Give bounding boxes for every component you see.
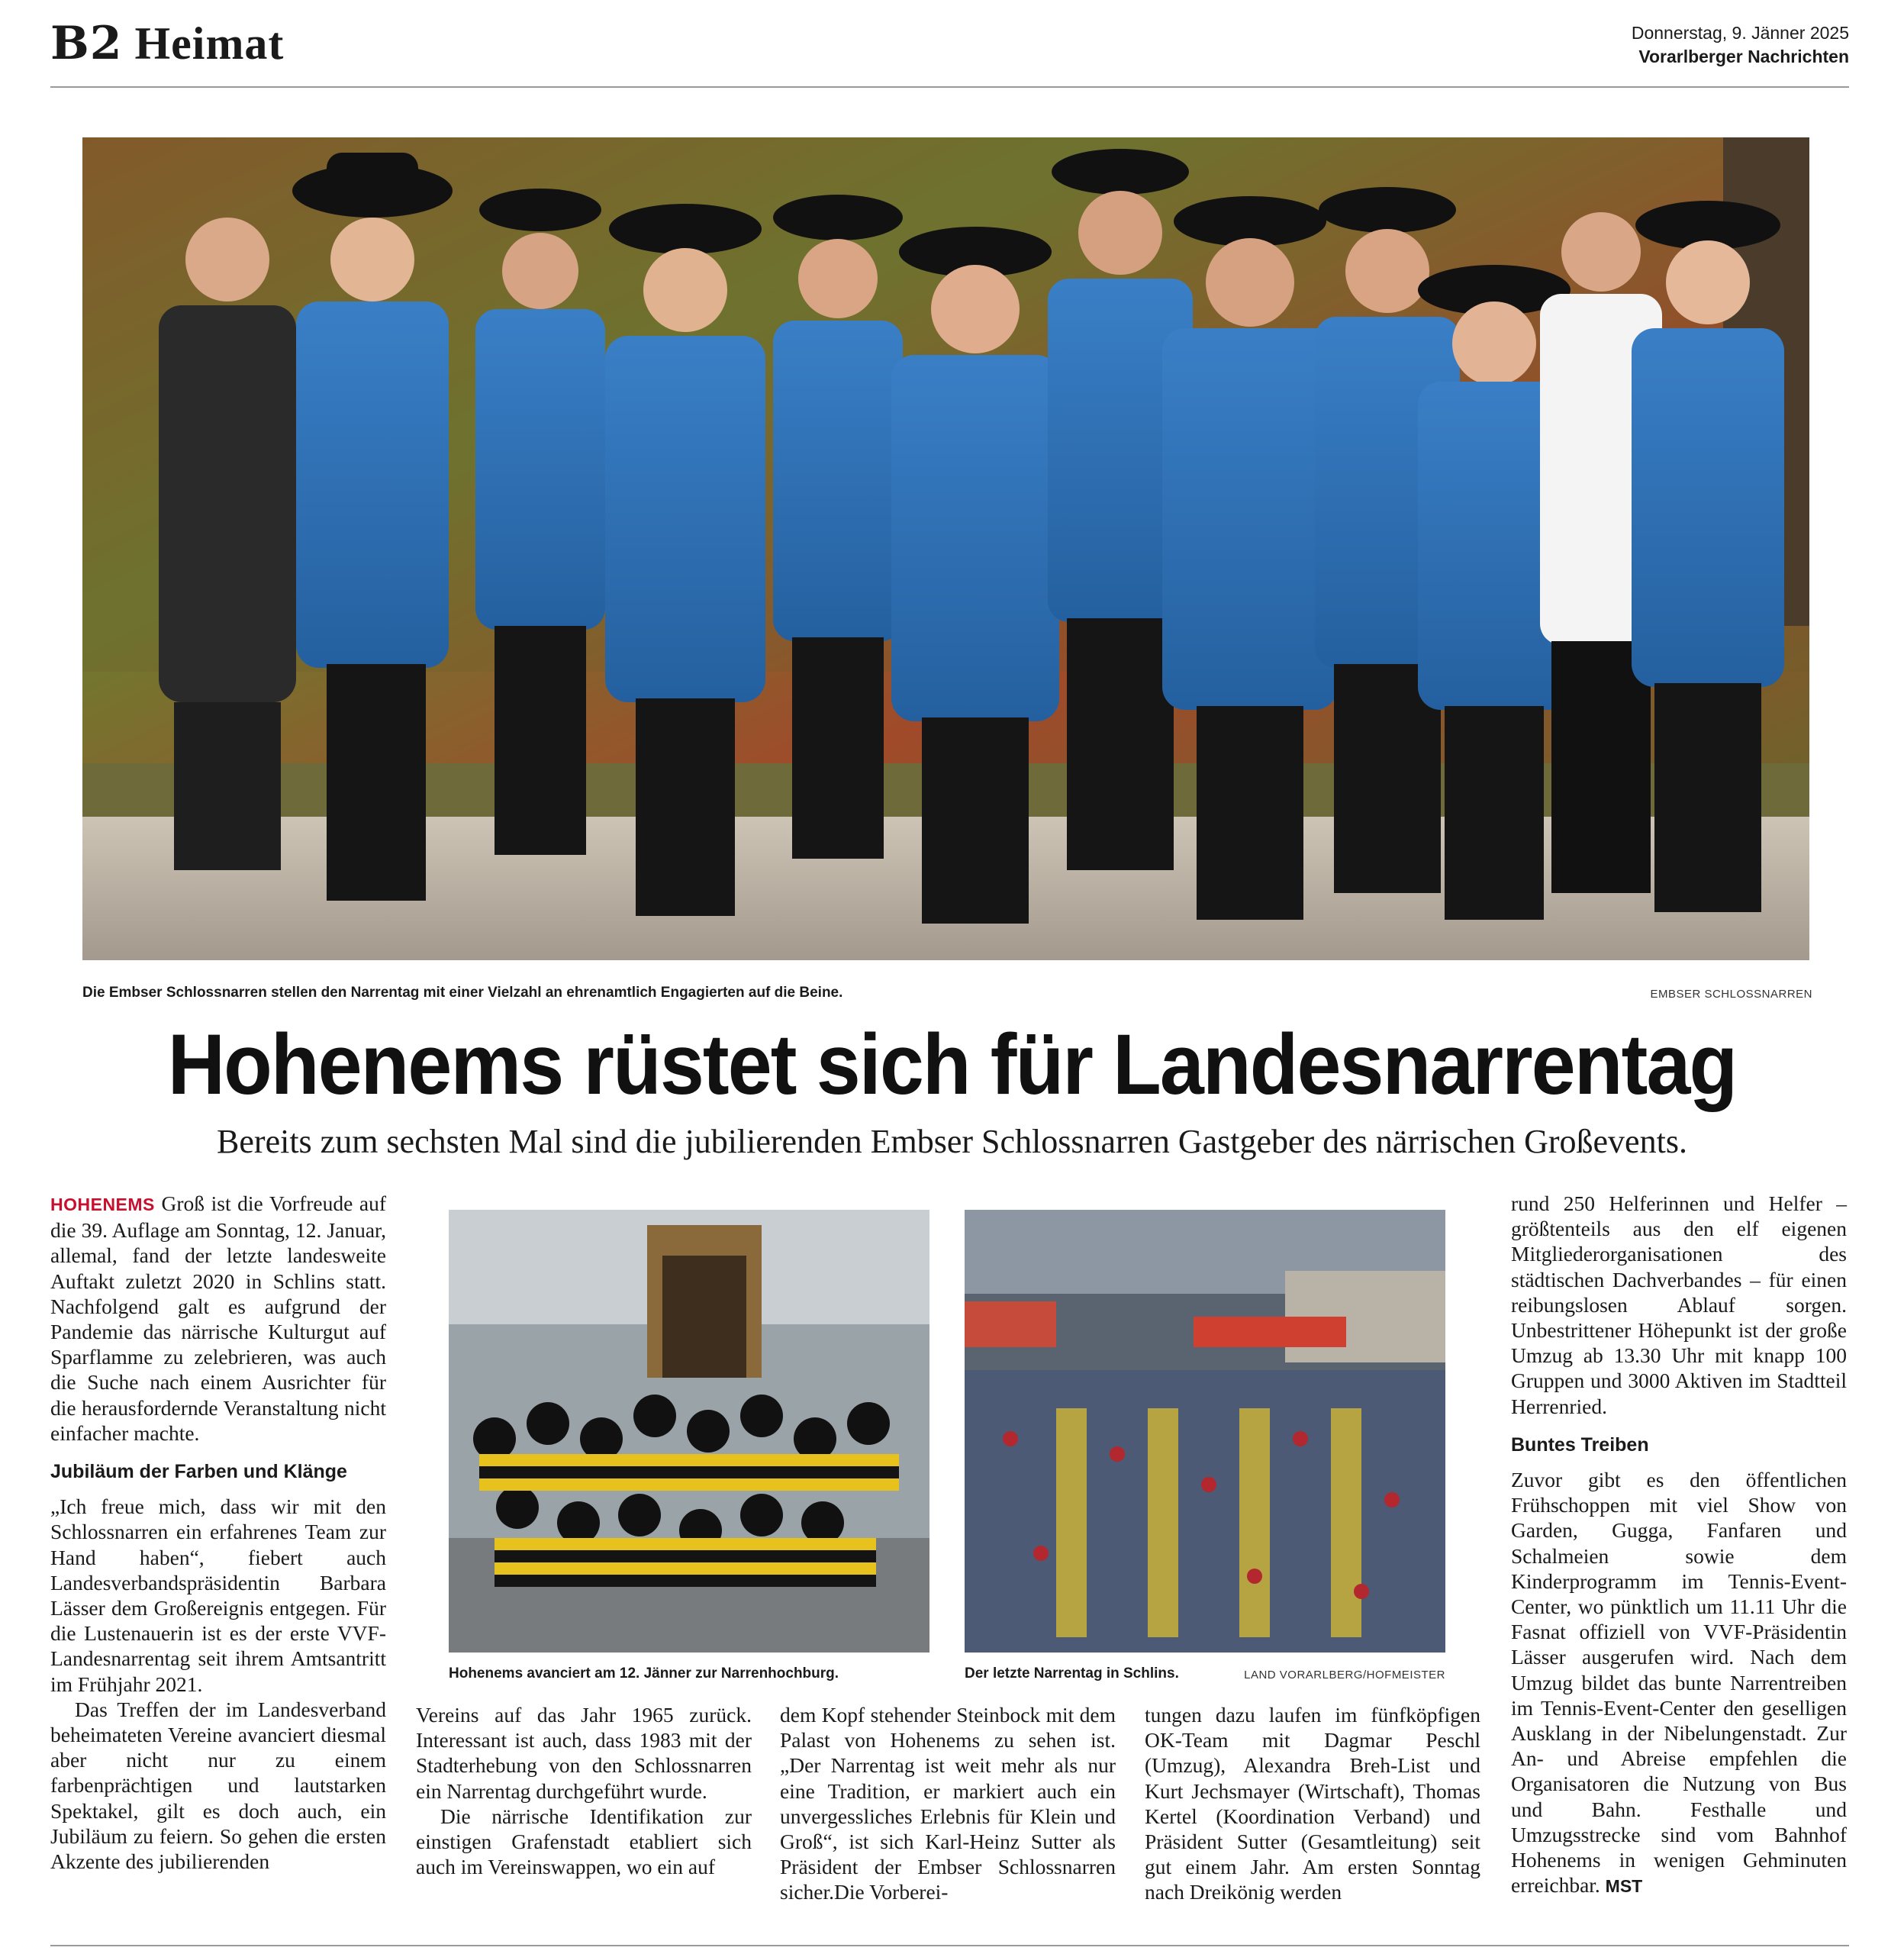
footer-rule xyxy=(50,1945,1849,1946)
article-column-2 xyxy=(416,1702,752,1879)
col2-paragraph-2: Die närrische Identifikation zur einstigen Grafenstadt etabliert sich auch im Vereinswappen, wo ein auf xyxy=(416,1804,752,1879)
article-column-1 xyxy=(50,1191,386,1874)
main-photo-credit: EMBSER SCHLOSSNARREN xyxy=(1650,988,1812,1001)
issue-date: Donnerstag, 9. Jänner 2025 xyxy=(1631,23,1849,43)
article-column-5 xyxy=(1511,1191,1847,1899)
col1-paragraph-2: „Ich freue mich, dass wir mit den Schlossnarren ein erfahrenes Team zur Hand haben“, fiebert auch Landesverbandspräsidentin Barbara Lässer dem Großereignis entgegen. Für die Lustenauerin ist es der erste VVF-Landesnarrentag seit ihrem Amtsantritt im Frühjahr 2021. xyxy=(50,1495,386,1696)
bee-costume-photo xyxy=(449,1210,929,1653)
subheadline: Bereits zum sechsten Mal sind die jubilierenden Embser Schlossnarren Gastgeber des närrischen Großevents. xyxy=(217,1123,1687,1160)
subheading-buntes-treiben: Buntes Treiben xyxy=(1511,1433,1649,1456)
main-photo xyxy=(82,137,1809,960)
headline: Hohenems rüstet sich für Landesnarrentag xyxy=(167,1017,1737,1112)
subheading-jubilaeum: Jubiläum der Farben und Klänge xyxy=(50,1461,347,1483)
main-photo-caption: Die Embser Schlossnarren stellen den Narrentag mit einer Vielzahl an ehrenamtlich Engagierten auf die Beine. xyxy=(82,985,843,1001)
section-heading xyxy=(50,17,284,70)
page-number: B2 xyxy=(50,17,123,70)
col1-paragraph-3: Das Treffen der im Landesverband beheimateten Vereine avanciert diesmal aber nicht nur zu einem farbenprächtigen und lautstarken Spektakel, gilt es doch auch, ein Jubiläum zu feiern. So gehen die ersten Akzente des jubilierenden xyxy=(50,1697,386,1874)
newspaper-name: Vorarlberger Nachrichten xyxy=(1638,47,1849,66)
col5-paragraph-2: Zuvor gibt es den öffentlichen Frühschoppen mit viel Show von Garden, Gugga, Fanfaren und Schalmeien sowie dem Kinderprogramm im Tennis-Event-Center, wo pünktlich um 11.11 Uhr die Fasnat offiziell von VVF-Präsidentin Lässer ausgerufen wird. Nach dem Umzug bildet das bunte Narrentreiben im Tennis-Event-Center den geselligen Ausklang in der Nibelungenstadt. Zur An- und Abreise empfehlen die Organisatoren die Nutzung von Bus und Bahn. Festhalle und Umzugsstrecke sind vom Bahnhof Hohenems in wenigen Gehminuten erreichbar. xyxy=(1511,1468,1847,1898)
festival-hall-photo xyxy=(965,1210,1445,1653)
hall-photo-credit: LAND VORARLBERG/HOFMEISTER xyxy=(1244,1669,1445,1682)
dateline: HOHENEMS xyxy=(50,1195,155,1214)
col1-paragraph-1: Groß ist die Vorfreude auf die 39. Auflage am Sonntag, 12. Januar, allemal, fand der letzte landesweite Auftakt zuletzt 2020 in Schlins statt. Nachfolgend galt es aufgrund der Pandemie das närrische Kulturgut auf Sparflamme zu zelebrieren, was auch die Suche nach einem Ausrichter für die herausfordernde Veranstaltung nicht einfacher machte. xyxy=(50,1191,386,1445)
masthead-info xyxy=(1632,21,1849,69)
author-signature: MST xyxy=(1605,1876,1643,1897)
header-rule xyxy=(50,86,1849,88)
bee-photo-caption: Hohenems avanciert am 12. Jänner zur Narrenhochburg. xyxy=(449,1665,839,1682)
hall-photo-caption: Der letzte Narrentag in Schlins. xyxy=(965,1665,1179,1682)
article-column-3 xyxy=(780,1702,1116,1905)
col2-paragraph-1: Vereins auf das Jahr 1965 zurück. Interessant ist auch, dass 1983 mit der Stadterhebung von den Schlossnarren ein Narrentag durchgeführt wurde. xyxy=(416,1703,752,1803)
col4-paragraph-1: tungen dazu laufen im fünfköpfigen OK-Team mit Dagmar Peschl (Umzug), Alexandra Breh-List und Kurt Jechsmayer (Wirtschaft), Thomas Kertel (Koordination Verband) und Präsident Sutter (Gesamtleitung) seit gut einem Jahr. Am ersten Sonntag nach Dreikönig werden xyxy=(1145,1703,1480,1904)
article-column-4 xyxy=(1145,1702,1480,1905)
section-title: Heimat xyxy=(134,18,285,69)
col5-paragraph-1: rund 250 Helferinnen und Helfer – größtenteils aus den elf eigenen Mitgliederorganisationen des städtischen Dachverbandes – für einen reibungslosen Ablauf sorgen. Unbestrittener Höhepunkt ist der große Umzug ab 13.30 Uhr mit knapp 100 Gruppen und 3000 Aktiven im Stadtteil Herrenried. xyxy=(1511,1191,1847,1418)
col3-paragraph-1: dem Kopf stehender Steinbock mit dem Palast von Hohenems zu sehen ist. „Der Narrentag ist weit mehr als nur eine Tradition, er markiert auch ein unvergessliches Erlebnis für Klein und Groß“, ist sich Karl-Heinz Sutter als Präsident der Embser Schlossnarren sicher.Die Vorberei- xyxy=(780,1703,1116,1904)
